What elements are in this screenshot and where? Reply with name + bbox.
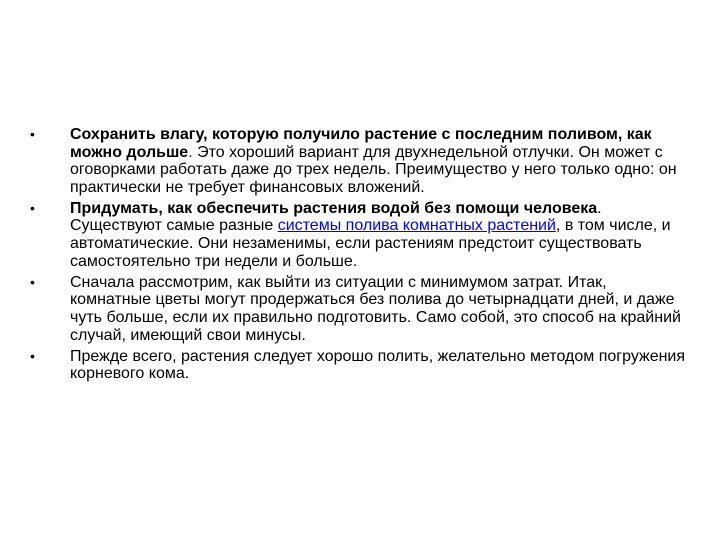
- bullet-item-watering-first: [30, 348, 690, 383]
- bullet-text: Прежде всего, растения следует хорошо полить, желательно методом погружения корневого кома.: [70, 347, 686, 383]
- bullet-text: Сначала рассмотрим, как выйти из ситуации с минимумом затрат. Итак, комнатные цветы могут продержаться без полива до четырнадцати дней, и даже чуть больше, если их правильно подготовить. Само собой, это способ на крайний случай, имеющий свои минусы.: [70, 273, 681, 344]
- bullet-text: . Это хороший вариант для двухнедельной отлучки. Он может с оговорками работать даже до трех недель. Преимущество у него только одно: он практически не требует финансовых вложений.: [70, 143, 677, 196]
- bullet-heading: Сохранить влагу, которую получило растение с последним поливом, как можно дольше: [70, 126, 652, 161]
- bullet-list: [30, 126, 690, 386]
- bullet-item-water-supply: [30, 200, 690, 270]
- bullet-dot-icon: •: [30, 347, 35, 364]
- bullet-text: , в том числе, и автоматические. Они незаменимы, если растениям предстоит существовать самостоятельно три недели и больше.: [70, 217, 671, 270]
- bullet-dot-icon: •: [30, 199, 35, 216]
- bullet-heading: Придумать, как обеспечить растения водой без помощи человека: [70, 199, 598, 217]
- bullet-item-keep-moisture: [30, 126, 690, 196]
- bullet-text: . Существуют самые разные: [70, 199, 602, 235]
- watering-systems-link[interactable]: системы полива комнатных растений: [277, 217, 556, 235]
- bullet-dot-icon: •: [30, 273, 35, 290]
- bullet-item-minimal-cost: [30, 274, 690, 344]
- bullet-dot-icon: •: [30, 126, 35, 142]
